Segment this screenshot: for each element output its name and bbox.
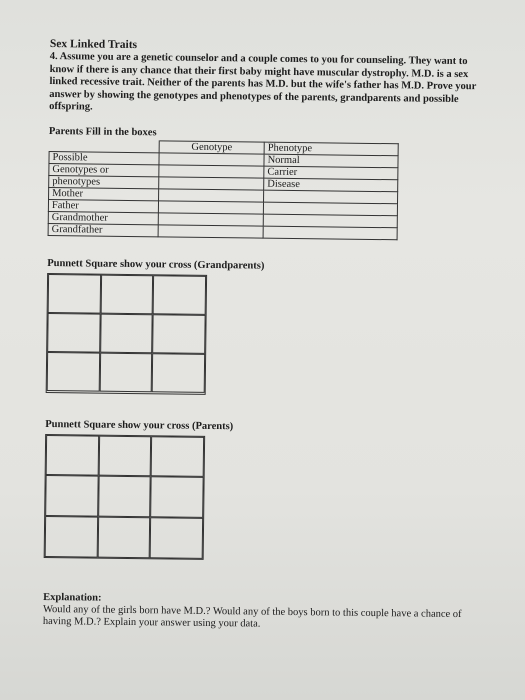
row-label-grandfather: Grandfather <box>48 223 158 236</box>
row-label-grandmother: Grandmother <box>48 211 158 224</box>
punnett-cell[interactable] <box>99 353 152 393</box>
grandfather-phenotype-cell[interactable] <box>263 226 397 240</box>
punnett-cell[interactable] <box>153 275 206 315</box>
punnett-cell[interactable] <box>47 313 100 353</box>
punnett-cell[interactable] <box>45 516 98 557</box>
punnett-cell[interactable] <box>152 314 205 354</box>
worksheet-content <box>43 38 490 633</box>
worksheet-title: Sex Linked Traits <box>49 38 138 52</box>
punnett-cell[interactable] <box>100 274 153 314</box>
genotype-header: Genotype <box>159 140 264 153</box>
punnett-cell[interactable] <box>150 476 203 517</box>
punnett-cell[interactable] <box>151 436 204 477</box>
parents-fill-label: Parents Fill in the boxes <box>48 125 157 138</box>
punnett-cell[interactable] <box>97 516 150 557</box>
punnett-square-parents <box>44 433 206 559</box>
possible-label: Possible <box>49 151 159 164</box>
punnett-cell[interactable] <box>47 352 100 392</box>
punnett-cell[interactable] <box>98 435 151 476</box>
punnett-cell[interactable] <box>45 475 98 516</box>
question-text: 4. Assume you are a genetic counselor and a couple comes to you for counseling. They want to know if there is any chance that their first baby might have muscular dystrophy. M.D. is a sex linked recessive trait. Neither of the parents has M.D. but the wife's father has M.D. Prove your answer by showing the genotypes and phenotypes of the parents, grandparents and possible offspring. <box>49 50 477 113</box>
punnett-square-grandparents <box>46 272 207 394</box>
grandfather-genotype-cell[interactable] <box>158 224 263 237</box>
punnett-cell[interactable] <box>100 313 153 353</box>
punnett-cell[interactable] <box>152 353 205 393</box>
row-label-mother: Mother <box>49 187 159 200</box>
punnett-grandparents-label: Punnett Square show your cross (Grandparents) <box>47 257 265 272</box>
row-label-father: Father <box>48 199 158 212</box>
phenotype-option-normal: Normal <box>264 154 398 168</box>
phenotype-header: Phenotype <box>264 142 398 156</box>
phenotype-option-carrier: Carrier <box>264 166 398 180</box>
genotypes-or-label: Genotypes or <box>49 163 159 176</box>
phenotypes-label: phenotypes <box>49 175 159 188</box>
explanation-label: Explanation: <box>43 591 102 604</box>
punnett-cell[interactable] <box>150 517 203 558</box>
punnett-parents-label: Punnett Square show your cross (Parents) <box>45 418 234 432</box>
explanation-text: Would any of the girls born have M.D.? Would any of the boys born to this couple have a chance of having M.D.? Explain your answer using your data. <box>42 603 462 630</box>
punnett-cell[interactable] <box>46 434 99 475</box>
punnett-cell[interactable] <box>48 273 101 313</box>
phenotype-option-disease: Disease <box>264 178 398 192</box>
punnett-cell[interactable] <box>98 476 151 517</box>
genotype-phenotype-table <box>48 138 399 239</box>
